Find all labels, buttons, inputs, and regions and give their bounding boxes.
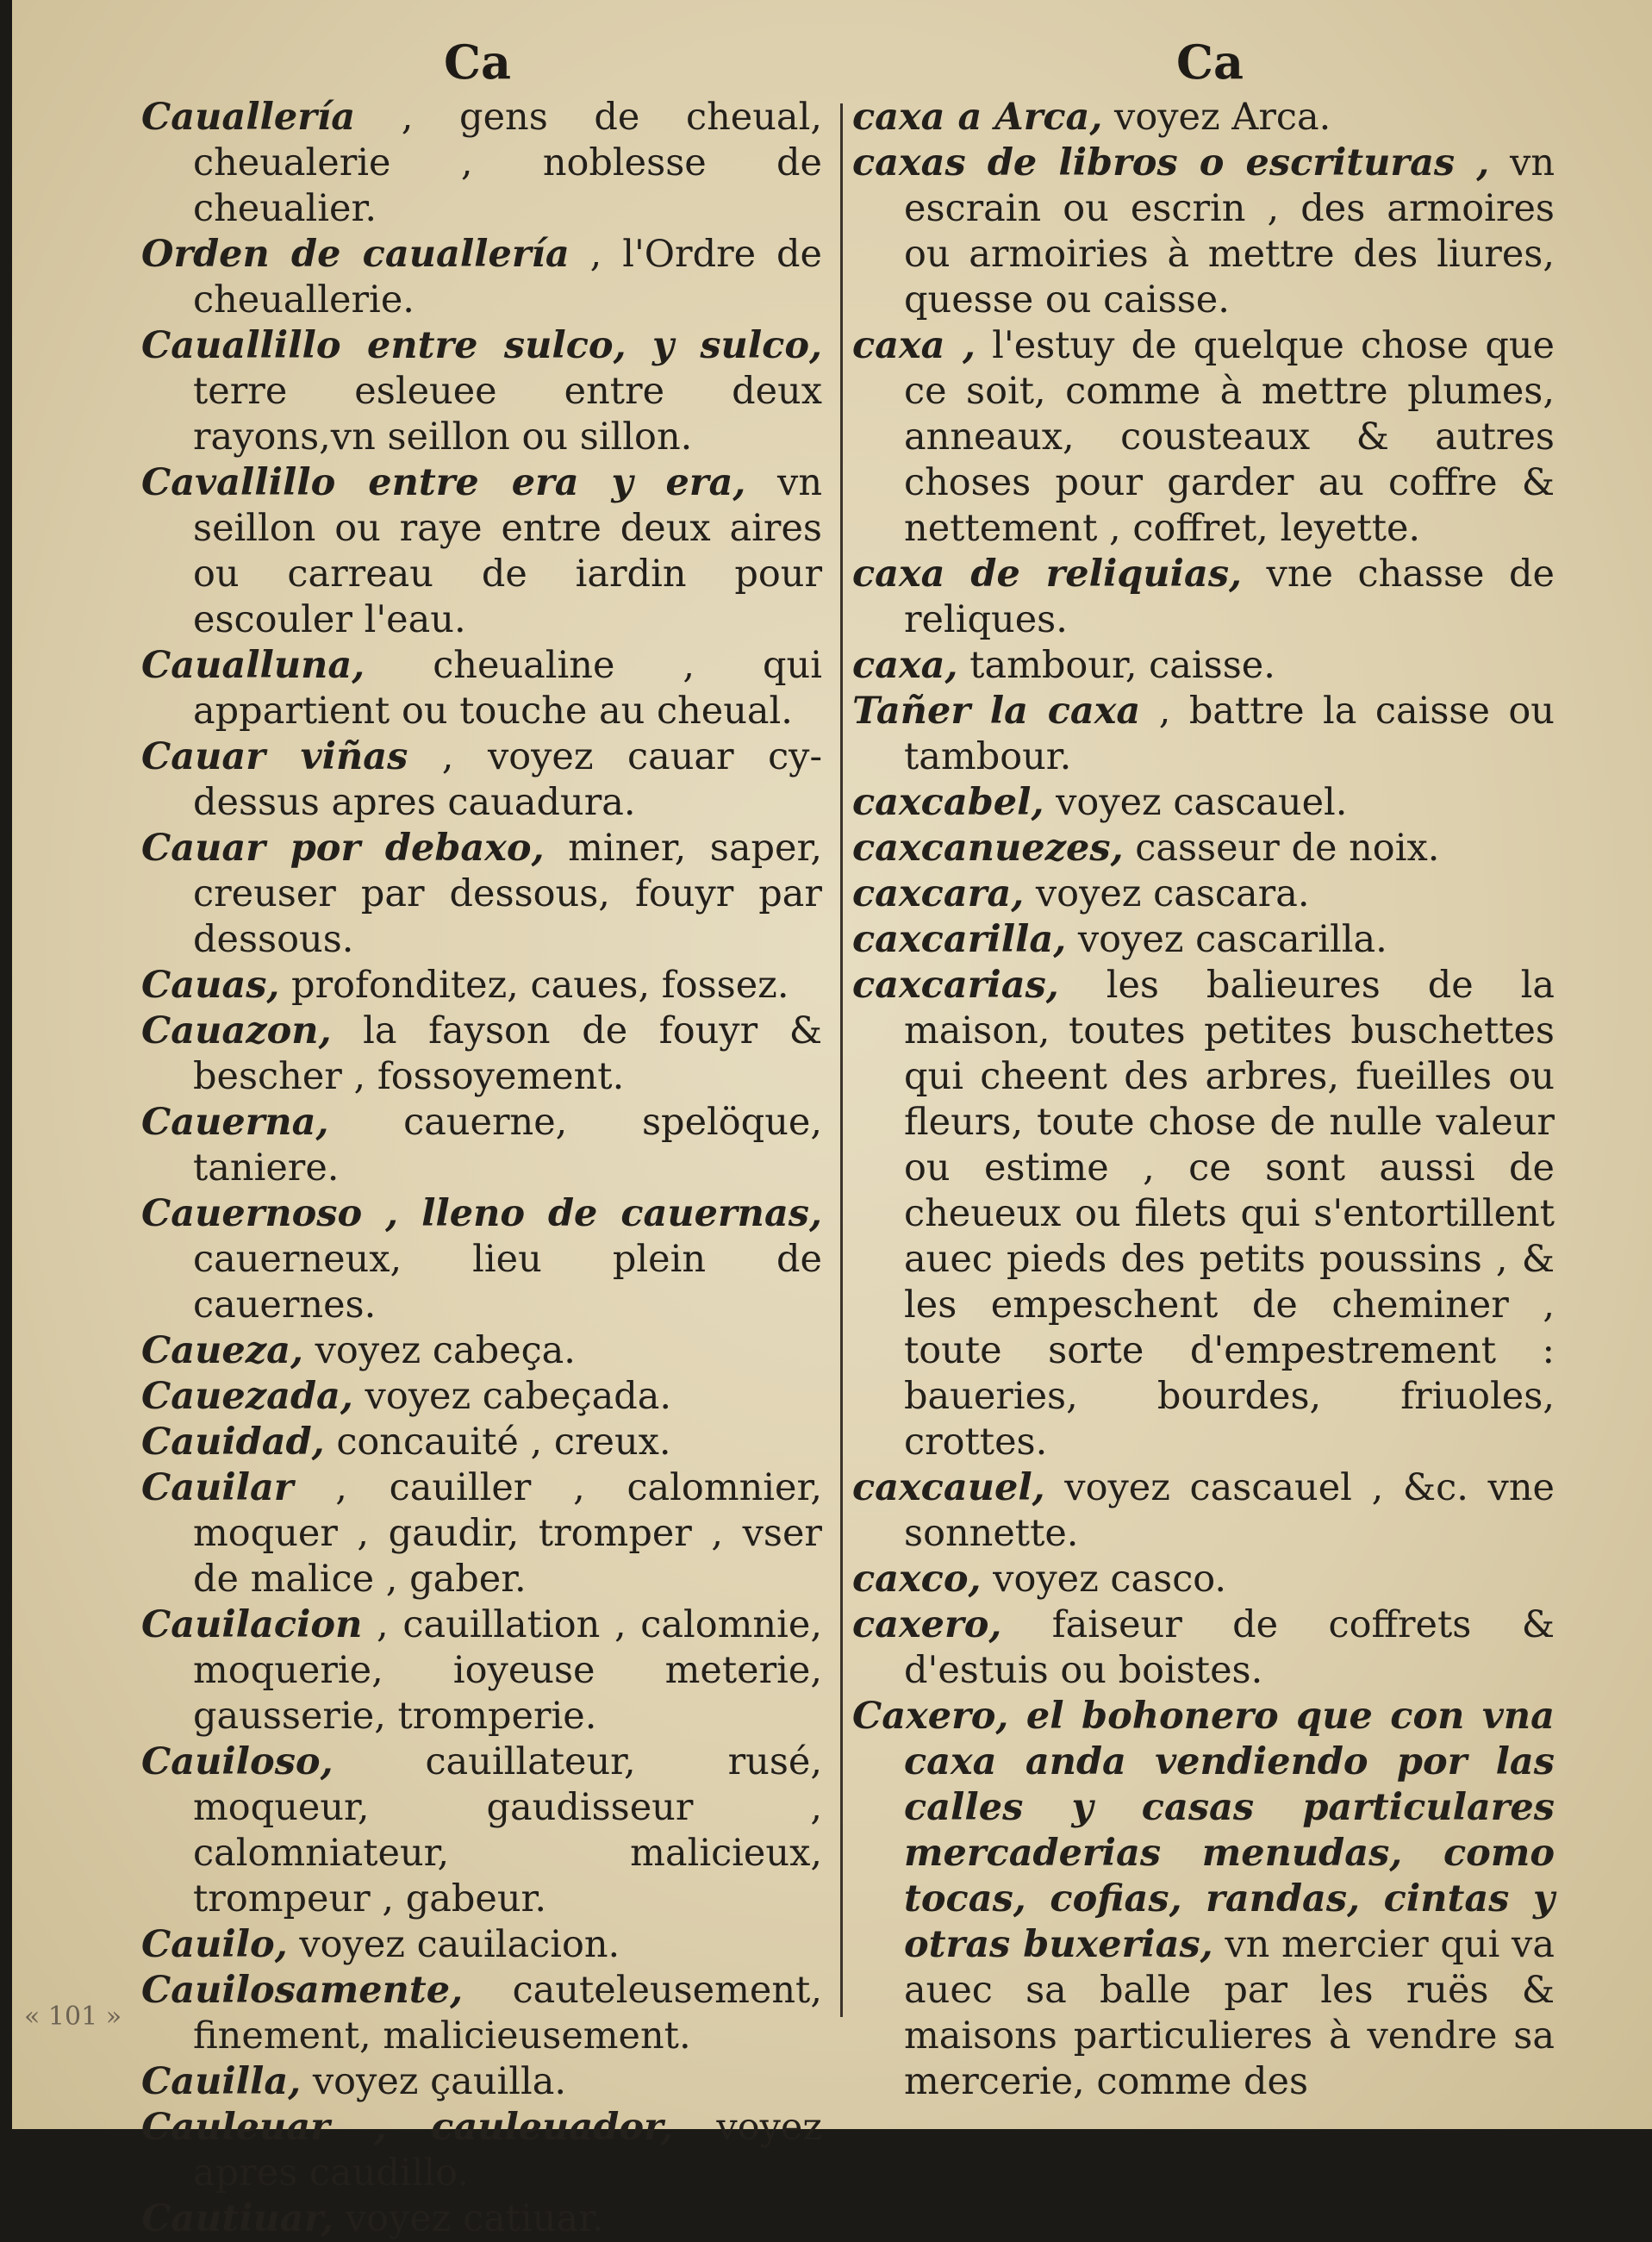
dictionary-entry	[141, 963, 822, 1009]
dictionary-entry	[141, 323, 822, 460]
dictionary-entry	[852, 1694, 1555, 2105]
right-column	[852, 95, 1555, 2105]
entry-definition: cheualine , qui appartient ou touche au cheual.	[193, 644, 822, 733]
entry-definition: voyez cabeçada.	[352, 1375, 672, 1418]
entry-definition: voyez cauilacion.	[287, 1923, 620, 1966]
entry-definition: terre esleuee entre deux rayons,vn seillon ou sillon.	[193, 370, 822, 459]
entry-definition: voyez cabeça.	[302, 1329, 576, 1372]
left-column-header: Ca	[444, 34, 511, 90]
entry-headword: Cauallería	[141, 96, 356, 139]
entry-definition: profonditez, caues, fossez.	[279, 964, 789, 1007]
dictionary-page	[12, 0, 1652, 2240]
entry-definition: vn mercier qui va auec sa balle par les ruës & maisons particulieres à vendre sa mercerie, comme des	[904, 1923, 1555, 2103]
page-marker: « 101 »	[24, 2002, 122, 2032]
entry-definition: , voyez cauar cy-dessus apres cauadura.	[193, 735, 822, 824]
entry-definition: vn seillon ou raye entre deux aires ou carreau de iardin pour escouler l'eau.	[193, 461, 823, 641]
entry-headword: Cauleuar , cauleuador,	[141, 2106, 674, 2149]
entry-definition: cauillateur, rusé, moqueur, gaudisseur , calomniateur, malicieux, trompeur , gabeur.	[193, 1740, 822, 1920]
entry-definition: cauerneux, lieu plein de cauernes.	[193, 1238, 822, 1327]
entry-headword: caxcanuezes,	[852, 827, 1124, 870]
dictionary-entry	[141, 1602, 822, 1739]
entry-headword: Cauar viñas	[141, 735, 408, 778]
entry-headword: Cauerna,	[141, 1101, 329, 1144]
entry-headword: Caueza,	[141, 1329, 303, 1372]
entry-headword: Cauilacion	[141, 1603, 363, 1646]
entry-definition: vn escrain ou escrin , des armoires ou armoiries à mettre des liures, quesse ou caisse.	[904, 141, 1555, 322]
dictionary-entry	[141, 826, 822, 963]
dictionary-entry	[141, 232, 822, 323]
entry-headword: Cauidad,	[141, 1421, 325, 1464]
entry-headword: Cauas,	[141, 964, 280, 1007]
dictionary-entry	[852, 95, 1555, 141]
entry-definition: , cauillation , calomnie, moquerie, ioyeuse meterie, gausserie, tromperie.	[193, 1603, 822, 1738]
left-column	[141, 95, 822, 2242]
entry-definition: cauteleusement, finement, malicieusement.	[193, 1969, 822, 2058]
dictionary-entry	[141, 1922, 822, 1968]
dictionary-entry	[852, 643, 1555, 689]
entry-definition: voyez Arca.	[1102, 96, 1331, 139]
dictionary-entry	[852, 1465, 1555, 1557]
entry-headword: Cautiuar,	[141, 2197, 334, 2240]
entry-headword: caxa ,	[852, 324, 976, 367]
entry-definition: , gens de cheual, cheualerie , noblesse de cheualier.	[193, 96, 822, 230]
entry-headword: caxero,	[852, 1603, 1002, 1646]
entry-definition: voyez cascauel.	[1044, 781, 1348, 824]
entry-headword: caxco,	[852, 1558, 982, 1601]
entry-definition: les balieures de la maison, toutes petites buschettes qui cheent des arbres, fueilles ou fleurs, toute chose de nulle valeur ou estime , ce sont aussi de cheueux ou filets qui s'entortillent auec pieds des petits poussins , & les empeschent de cheminer , toute sorte d'empestrement : baueries, bourdes, friuoles, crottes.	[904, 964, 1555, 1464]
entry-headword: Cauazon,	[141, 1009, 332, 1052]
entry-definition: tambour, caisse.	[957, 644, 1275, 687]
dictionary-entry	[852, 323, 1555, 552]
column-divider	[840, 103, 843, 2017]
entry-definition: , cauiller , calomnier, moquer , gaudir, tromper , vser de malice , gaber.	[193, 1466, 822, 1601]
entry-definition: voyez casco.	[981, 1558, 1227, 1601]
dictionary-entry	[141, 95, 822, 232]
entry-headword: Cavallillo entre era y era,	[141, 461, 746, 504]
entry-headword: caxcarilla,	[852, 918, 1067, 961]
entry-definition: l'estuy de quelque chose que ce soit, comme à mettre plumes, anneaux, cousteaux & autres choses pour garder au coffre & nettement , coffret, leyette.	[904, 324, 1555, 550]
dictionary-entry	[852, 871, 1555, 917]
dictionary-entry	[141, 1374, 822, 1420]
entry-definition: voyez cascauel , &c. vne sonnette.	[904, 1466, 1555, 1555]
entry-definition: voyez çauilla.	[301, 2060, 567, 2103]
entry-headword: Tañer la caxa	[852, 690, 1141, 733]
entry-headword: caxcabel,	[852, 781, 1044, 824]
entry-definition: voyez catiuar.	[334, 2197, 604, 2240]
dictionary-entry	[141, 643, 822, 734]
dictionary-entry	[852, 826, 1555, 871]
dictionary-entry	[141, 1100, 822, 1191]
dictionary-entry	[852, 917, 1555, 963]
entry-headword: caxa a Arca,	[852, 96, 1103, 139]
entry-definition: voyez cascara.	[1024, 872, 1310, 915]
entry-definition: cauerne, spelöque, taniere.	[193, 1101, 822, 1190]
dictionary-entry	[141, 1420, 822, 1465]
dictionary-entry	[141, 1328, 822, 1374]
entry-headword: Cauallillo entre sulco, y sulco,	[141, 324, 822, 367]
dictionary-entry	[141, 2105, 822, 2196]
entry-headword: Cauilar	[141, 1466, 294, 1509]
entry-definition: casseur de noix.	[1123, 827, 1440, 870]
entry-headword: Cauilo,	[141, 1923, 288, 1966]
entry-headword: Cauezada,	[141, 1375, 353, 1418]
entry-headword: Orden de cauallería	[141, 233, 570, 276]
entry-definition: , l'Ordre de cheuallerie.	[193, 233, 822, 322]
dictionary-entry	[141, 1009, 822, 1100]
entry-headword: caxa,	[852, 644, 958, 687]
dictionary-entry	[852, 689, 1555, 780]
entry-headword: Caxero, el bohonero que con vna caxa anda vendiendo por las calles y casas particulares mercaderias menudas, como tocas, cofias, randas, cintas y otras buxerias,	[852, 1695, 1555, 1966]
entry-definition: voyez apres caudillo.	[193, 2106, 822, 2195]
entry-headword: caxcara,	[852, 872, 1025, 915]
dictionary-entry	[141, 1465, 822, 1602]
dictionary-entry	[852, 1602, 1555, 1694]
dictionary-entry	[852, 1557, 1555, 1602]
dictionary-entry	[852, 552, 1555, 643]
entry-headword: Caualluna,	[141, 644, 365, 687]
entry-headword: Cauernoso , lleno de cauernas,	[141, 1192, 822, 1235]
entry-definition: faiseur de coffrets & d'estuis ou boistes.	[904, 1603, 1555, 1692]
entry-headword: caxcauel,	[852, 1466, 1045, 1509]
dictionary-entry	[141, 2059, 822, 2105]
entry-headword: Cauiloso,	[141, 1740, 334, 1783]
dictionary-entry	[852, 963, 1555, 1465]
dictionary-entry	[141, 734, 822, 826]
dictionary-entry	[141, 1191, 822, 1328]
entry-headword: Cauar por debaxo,	[141, 827, 545, 870]
dictionary-entry	[141, 460, 822, 643]
dictionary-entry	[141, 1968, 822, 2059]
entry-definition: concauité , creux.	[324, 1421, 671, 1464]
entry-headword: caxas de libros o escrituras ,	[852, 141, 1490, 184]
entry-headword: caxcarias,	[852, 964, 1059, 1007]
entry-definition: miner, saper, creuser par dessous, fouyr par dessous.	[193, 827, 822, 961]
entry-definition: vne chasse de reliques.	[904, 553, 1555, 641]
dictionary-entry	[852, 780, 1555, 826]
entry-definition: la fayson de fouyr & bescher , fossoyement.	[193, 1009, 822, 1098]
dictionary-entry	[141, 2196, 822, 2242]
dictionary-entry	[852, 141, 1555, 323]
entry-headword: Cauilla,	[141, 2060, 302, 2103]
entry-headword: Cauilosamente,	[141, 1969, 464, 2012]
entry-definition: , battre la caisse ou tambour.	[904, 690, 1555, 778]
right-column-header: Ca	[1176, 34, 1244, 90]
dictionary-entry	[141, 1739, 822, 1922]
entry-headword: caxa de reliquias,	[852, 553, 1243, 596]
entry-definition: voyez cascarilla.	[1066, 918, 1387, 961]
